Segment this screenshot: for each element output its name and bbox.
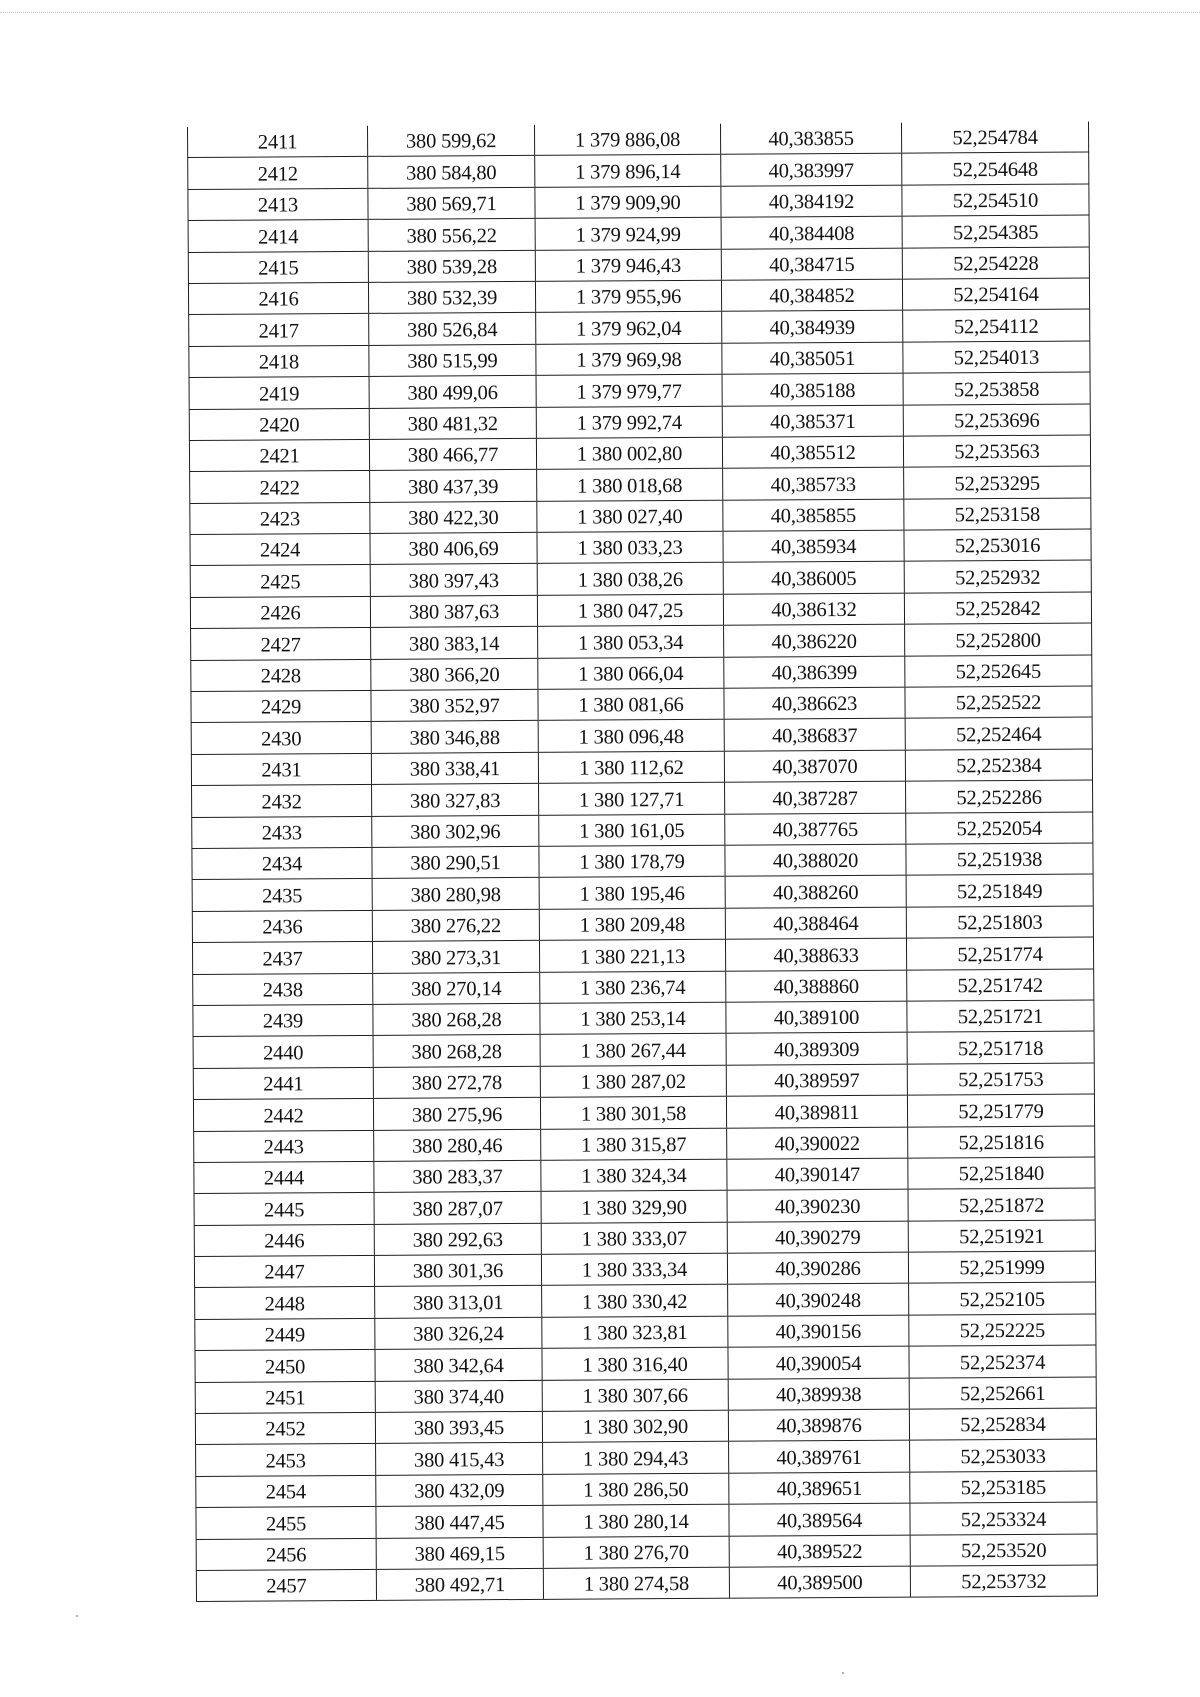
y-coordinate-cell: 1 380 038,26 <box>537 563 723 595</box>
latitude-cell: 40,385512 <box>722 437 903 468</box>
y-coordinate-cell: 1 380 330,42 <box>541 1285 727 1317</box>
longitude-cell: 52,253185 <box>909 1471 1097 1503</box>
y-coordinate-cell: 1 380 267,44 <box>540 1034 726 1066</box>
y-coordinate-cell: 1 380 236,74 <box>539 971 725 1003</box>
point-number-cell: 2451 <box>195 1382 375 1413</box>
y-coordinate-cell: 1 380 333,07 <box>541 1222 727 1254</box>
y-coordinate-cell: 1 380 047,25 <box>537 595 723 627</box>
point-number-cell: 2422 <box>189 471 369 502</box>
latitude-cell: 40,387765 <box>724 813 905 844</box>
x-coordinate-cell: 380 326,24 <box>374 1318 541 1349</box>
point-number-cell: 2446 <box>194 1225 374 1256</box>
x-coordinate-cell: 380 272,78 <box>373 1067 540 1098</box>
longitude-cell: 52,251803 <box>906 906 1094 938</box>
latitude-cell: 40,389761 <box>728 1441 909 1472</box>
longitude-cell: 52,251999 <box>908 1252 1096 1284</box>
y-coordinate-cell: 1 380 253,14 <box>539 1003 725 1035</box>
x-coordinate-cell: 380 415,43 <box>375 1443 542 1474</box>
y-coordinate-cell: 1 380 195,46 <box>539 877 725 909</box>
longitude-cell: 52,252842 <box>904 592 1092 624</box>
point-number-cell: 2414 <box>188 220 368 251</box>
point-number-cell: 2452 <box>195 1413 375 1444</box>
latitude-cell: 40,385855 <box>722 499 903 530</box>
longitude-cell: 52,253732 <box>910 1565 1098 1597</box>
latitude-cell: 40,388860 <box>725 970 906 1001</box>
point-number-cell: 2436 <box>192 911 372 942</box>
longitude-cell: 52,252384 <box>905 749 1093 781</box>
x-coordinate-cell: 380 569,71 <box>367 188 534 219</box>
point-number-cell: 2445 <box>194 1193 374 1224</box>
longitude-cell: 52,251774 <box>906 938 1094 970</box>
longitude-cell: 52,254510 <box>901 184 1089 216</box>
x-coordinate-cell: 380 273,31 <box>372 941 539 972</box>
longitude-cell: 52,253158 <box>903 498 1091 530</box>
latitude-cell: 40,389597 <box>726 1064 907 1095</box>
latitude-cell: 40,386399 <box>723 656 904 687</box>
x-coordinate-cell: 380 599,62 <box>367 125 534 156</box>
x-coordinate-cell: 380 492,71 <box>376 1569 543 1600</box>
longitude-cell: 52,251849 <box>906 875 1094 907</box>
point-number-cell: 2416 <box>188 283 368 314</box>
y-coordinate-cell: 1 380 280,14 <box>542 1505 728 1537</box>
latitude-cell: 40,385188 <box>722 374 903 405</box>
longitude-cell: 52,253295 <box>903 467 1091 499</box>
x-coordinate-cell: 380 532,39 <box>368 282 535 313</box>
y-coordinate-cell: 1 379 909,90 <box>534 187 720 219</box>
latitude-cell: 40,387070 <box>724 750 905 781</box>
point-number-cell: 2433 <box>191 816 371 847</box>
latitude-cell: 40,386132 <box>723 593 904 624</box>
latitude-cell: 40,388633 <box>725 939 906 970</box>
y-coordinate-cell: 1 380 301,58 <box>540 1097 726 1129</box>
latitude-cell: 40,388260 <box>725 876 906 907</box>
longitude-cell: 52,254112 <box>902 310 1090 342</box>
latitude-cell: 40,389811 <box>726 1096 907 1127</box>
longitude-cell: 52,252054 <box>905 812 1093 844</box>
point-number-cell: 2449 <box>194 1319 374 1350</box>
x-coordinate-cell: 380 539,28 <box>368 250 535 281</box>
latitude-cell: 40,389564 <box>728 1504 909 1535</box>
x-coordinate-cell: 380 268,28 <box>373 1035 540 1066</box>
point-number-cell: 2442 <box>193 1099 373 1130</box>
y-coordinate-cell: 1 379 969,98 <box>535 343 721 375</box>
y-coordinate-cell: 1 380 081,66 <box>537 689 723 721</box>
x-coordinate-cell: 380 352,97 <box>370 690 537 721</box>
y-coordinate-cell: 1 380 066,04 <box>537 657 723 689</box>
latitude-cell: 40,388020 <box>724 845 905 876</box>
longitude-cell: 52,254784 <box>901 121 1089 153</box>
point-number-cell: 2455 <box>195 1507 375 1538</box>
y-coordinate-cell: 1 380 315,87 <box>540 1128 726 1160</box>
point-number-cell: 2430 <box>191 722 371 753</box>
point-number-cell: 2434 <box>191 848 371 879</box>
x-coordinate-cell: 380 275,96 <box>373 1098 540 1129</box>
latitude-cell: 40,386220 <box>723 625 904 656</box>
point-number-cell: 2438 <box>192 973 372 1004</box>
point-number-cell: 2435 <box>192 879 372 910</box>
y-coordinate-cell: 1 380 286,50 <box>542 1474 728 1506</box>
point-number-cell: 2411 <box>187 126 367 157</box>
latitude-cell: 40,389100 <box>725 1002 906 1033</box>
x-coordinate-cell: 380 556,22 <box>368 219 535 250</box>
point-number-cell: 2431 <box>191 754 371 785</box>
latitude-cell: 40,384192 <box>720 185 901 216</box>
point-number-cell: 2426 <box>190 597 370 628</box>
x-coordinate-cell: 380 469,15 <box>376 1537 543 1568</box>
point-number-cell: 2427 <box>190 628 370 659</box>
longitude-cell: 52,252645 <box>904 655 1092 687</box>
latitude-cell: 40,384408 <box>721 217 902 248</box>
x-coordinate-cell: 380 342,64 <box>374 1349 541 1380</box>
point-number-cell: 2420 <box>189 408 369 439</box>
y-coordinate-cell: 1 379 992,74 <box>536 406 722 438</box>
scan-speck <box>842 1672 844 1674</box>
latitude-cell: 40,390156 <box>727 1315 908 1346</box>
y-coordinate-cell: 1 380 324,34 <box>540 1160 726 1192</box>
longitude-cell: 52,252522 <box>904 687 1092 719</box>
point-number-cell: 2456 <box>196 1538 376 1569</box>
y-coordinate-cell: 1 380 274,58 <box>543 1568 729 1600</box>
longitude-cell: 52,253033 <box>909 1440 1097 1472</box>
latitude-cell: 40,387287 <box>724 782 905 813</box>
point-number-cell: 2443 <box>193 1130 373 1161</box>
latitude-cell: 40,386623 <box>723 688 904 719</box>
latitude-cell: 40,389651 <box>728 1472 909 1503</box>
point-number-cell: 2417 <box>188 314 368 345</box>
point-number-cell: 2424 <box>189 534 369 565</box>
latitude-cell: 40,390147 <box>726 1159 907 1190</box>
longitude-cell: 52,254385 <box>902 216 1090 248</box>
point-number-cell: 2444 <box>193 1162 373 1193</box>
point-number-cell: 2448 <box>194 1287 374 1318</box>
x-coordinate-cell: 380 383,14 <box>370 627 537 658</box>
x-coordinate-cell: 380 437,39 <box>369 470 536 501</box>
longitude-cell: 52,251840 <box>907 1157 1095 1189</box>
x-coordinate-cell: 380 327,83 <box>371 784 538 815</box>
coordinates-table <box>187 121 1098 1602</box>
point-number-cell: 2428 <box>190 660 370 691</box>
longitude-cell: 52,251921 <box>908 1220 1096 1252</box>
x-coordinate-cell: 380 397,43 <box>370 564 537 595</box>
x-coordinate-cell: 380 302,96 <box>371 815 538 846</box>
longitude-cell: 52,253696 <box>903 404 1091 436</box>
y-coordinate-cell: 1 380 033,23 <box>536 532 722 564</box>
x-coordinate-cell: 380 290,51 <box>371 847 538 878</box>
point-number-cell: 2418 <box>188 346 368 377</box>
latitude-cell: 40,385733 <box>722 468 903 499</box>
latitude-cell: 40,383997 <box>720 154 901 185</box>
longitude-cell: 52,254013 <box>902 341 1090 373</box>
x-coordinate-cell: 380 387,63 <box>370 596 537 627</box>
y-coordinate-cell: 1 380 112,62 <box>538 752 724 784</box>
y-coordinate-cell: 1 380 221,13 <box>539 940 725 972</box>
x-coordinate-cell: 380 422,30 <box>369 502 536 533</box>
y-coordinate-cell: 1 380 307,66 <box>542 1379 728 1411</box>
point-number-cell: 2413 <box>187 189 367 220</box>
x-coordinate-cell: 380 406,69 <box>369 533 536 564</box>
point-number-cell: 2415 <box>188 251 368 282</box>
x-coordinate-cell: 380 481,32 <box>369 407 536 438</box>
y-coordinate-cell: 1 380 323,81 <box>541 1317 727 1349</box>
point-number-cell: 2419 <box>189 377 369 408</box>
y-coordinate-cell: 1 380 209,48 <box>539 908 725 940</box>
longitude-cell: 52,252286 <box>905 781 1093 813</box>
y-coordinate-cell: 1 380 096,48 <box>538 720 724 752</box>
y-coordinate-cell: 1 380 287,02 <box>540 1065 726 1097</box>
latitude-cell: 40,389876 <box>728 1410 909 1441</box>
point-number-cell: 2429 <box>190 691 370 722</box>
latitude-cell: 40,389522 <box>729 1535 910 1566</box>
x-coordinate-cell: 380 276,22 <box>372 910 539 941</box>
x-coordinate-cell: 380 374,40 <box>375 1380 542 1411</box>
longitude-cell: 52,251816 <box>907 1126 1095 1158</box>
latitude-cell: 40,389309 <box>726 1033 907 1064</box>
point-number-cell: 2412 <box>187 157 367 188</box>
latitude-cell: 40,384852 <box>721 280 902 311</box>
y-coordinate-cell: 1 380 276,70 <box>543 1536 729 1568</box>
x-coordinate-cell: 380 287,07 <box>374 1192 541 1223</box>
y-coordinate-cell: 1 380 316,40 <box>541 1348 727 1380</box>
y-coordinate-cell: 1 379 896,14 <box>534 155 720 187</box>
longitude-cell: 52,251721 <box>906 1000 1094 1032</box>
longitude-cell: 52,251742 <box>906 969 1094 1001</box>
point-number-cell: 2421 <box>189 440 369 471</box>
point-number-cell: 2440 <box>193 1036 373 1067</box>
point-number-cell: 2447 <box>194 1256 374 1287</box>
x-coordinate-cell: 380 584,80 <box>367 156 534 187</box>
point-number-cell: 2439 <box>192 1005 372 1036</box>
latitude-cell: 40,390230 <box>727 1190 908 1221</box>
x-coordinate-cell: 380 466,77 <box>369 439 536 470</box>
x-coordinate-cell: 380 526,84 <box>368 313 535 344</box>
latitude-cell: 40,386005 <box>723 562 904 593</box>
point-number-cell: 2454 <box>195 1476 375 1507</box>
table-row <box>196 1565 1098 1602</box>
y-coordinate-cell: 1 380 302,90 <box>542 1411 728 1443</box>
y-coordinate-cell: 1 380 294,43 <box>542 1442 728 1474</box>
y-coordinate-cell: 1 380 161,05 <box>538 814 724 846</box>
point-number-cell: 2441 <box>193 1068 373 1099</box>
latitude-cell: 40,388464 <box>725 907 906 938</box>
latitude-cell: 40,390279 <box>727 1221 908 1252</box>
x-coordinate-cell: 380 366,20 <box>370 659 537 690</box>
scan-speck <box>76 1615 78 1617</box>
latitude-cell: 40,384939 <box>721 311 902 342</box>
longitude-cell: 52,252105 <box>908 1283 1096 1315</box>
longitude-cell: 52,251938 <box>905 843 1093 875</box>
y-coordinate-cell: 1 380 018,68 <box>536 469 722 501</box>
y-coordinate-cell: 1 380 333,34 <box>541 1254 727 1286</box>
x-coordinate-cell: 380 515,99 <box>368 345 535 376</box>
longitude-cell: 52,251779 <box>907 1095 1095 1127</box>
longitude-cell: 52,251872 <box>908 1189 1096 1221</box>
y-coordinate-cell: 1 379 955,96 <box>535 281 721 313</box>
x-coordinate-cell: 380 432,09 <box>375 1475 542 1506</box>
y-coordinate-cell: 1 380 002,80 <box>536 438 722 470</box>
latitude-cell: 40,383855 <box>720 123 901 154</box>
point-number-cell: 2432 <box>191 785 371 816</box>
y-coordinate-cell: 1 380 178,79 <box>538 846 724 878</box>
y-coordinate-cell: 1 380 329,90 <box>541 1191 727 1223</box>
x-coordinate-cell: 380 280,46 <box>373 1129 540 1160</box>
longitude-cell: 52,254164 <box>902 278 1090 310</box>
latitude-cell: 40,385051 <box>721 342 902 373</box>
longitude-cell: 52,254228 <box>902 247 1090 279</box>
longitude-cell: 52,252661 <box>909 1377 1097 1409</box>
latitude-cell: 40,384715 <box>721 248 902 279</box>
latitude-cell: 40,390286 <box>727 1253 908 1284</box>
latitude-cell: 40,390248 <box>727 1284 908 1315</box>
longitude-cell: 52,252225 <box>908 1314 1096 1346</box>
point-number-cell: 2437 <box>192 942 372 973</box>
point-number-cell: 2425 <box>190 565 370 596</box>
latitude-cell: 40,385934 <box>722 531 903 562</box>
longitude-cell: 52,253563 <box>903 435 1091 467</box>
y-coordinate-cell: 1 380 127,71 <box>538 783 724 815</box>
longitude-cell: 52,253016 <box>903 530 1091 562</box>
x-coordinate-cell: 380 447,45 <box>375 1506 542 1537</box>
scan-edge-line <box>0 12 1200 13</box>
x-coordinate-cell: 380 268,28 <box>372 1004 539 1035</box>
latitude-cell: 40,389938 <box>728 1378 909 1409</box>
longitude-cell: 52,251753 <box>907 1063 1095 1095</box>
latitude-cell: 40,390054 <box>727 1347 908 1378</box>
point-number-cell: 2457 <box>196 1570 376 1601</box>
y-coordinate-cell: 1 379 886,08 <box>534 124 720 156</box>
longitude-cell: 52,252374 <box>908 1346 1096 1378</box>
point-number-cell: 2450 <box>194 1350 374 1381</box>
x-coordinate-cell: 380 313,01 <box>374 1286 541 1317</box>
x-coordinate-cell: 380 346,88 <box>371 721 538 752</box>
point-number-cell: 2423 <box>189 503 369 534</box>
longitude-cell: 52,254648 <box>901 153 1089 185</box>
latitude-cell: 40,385371 <box>722 405 903 436</box>
longitude-cell: 52,253324 <box>909 1503 1097 1535</box>
x-coordinate-cell: 380 280,98 <box>372 878 539 909</box>
latitude-cell: 40,389500 <box>729 1567 910 1598</box>
x-coordinate-cell: 380 301,36 <box>374 1255 541 1286</box>
longitude-cell: 52,253858 <box>903 373 1091 405</box>
y-coordinate-cell: 1 380 027,40 <box>536 500 722 532</box>
y-coordinate-cell: 1 379 979,77 <box>536 375 722 407</box>
longitude-cell: 52,252800 <box>904 624 1092 656</box>
point-number-cell: 2453 <box>195 1444 375 1475</box>
y-coordinate-cell: 1 379 946,43 <box>535 249 721 281</box>
x-coordinate-cell: 380 338,41 <box>371 753 538 784</box>
y-coordinate-cell: 1 380 053,34 <box>537 626 723 658</box>
longitude-cell: 52,252834 <box>909 1408 1097 1440</box>
y-coordinate-cell: 1 379 924,99 <box>535 218 721 250</box>
longitude-cell: 52,252932 <box>904 561 1092 593</box>
x-coordinate-cell: 380 292,63 <box>374 1224 541 1255</box>
longitude-cell: 52,251718 <box>907 1032 1095 1064</box>
latitude-cell: 40,390022 <box>726 1127 907 1158</box>
x-coordinate-cell: 380 393,45 <box>375 1412 542 1443</box>
x-coordinate-cell: 380 283,37 <box>373 1161 540 1192</box>
x-coordinate-cell: 380 499,06 <box>369 376 536 407</box>
longitude-cell: 52,253520 <box>910 1534 1098 1566</box>
y-coordinate-cell: 1 379 962,04 <box>535 312 721 344</box>
longitude-cell: 52,252464 <box>905 718 1093 750</box>
x-coordinate-cell: 380 270,14 <box>372 972 539 1003</box>
latitude-cell: 40,386837 <box>724 719 905 750</box>
